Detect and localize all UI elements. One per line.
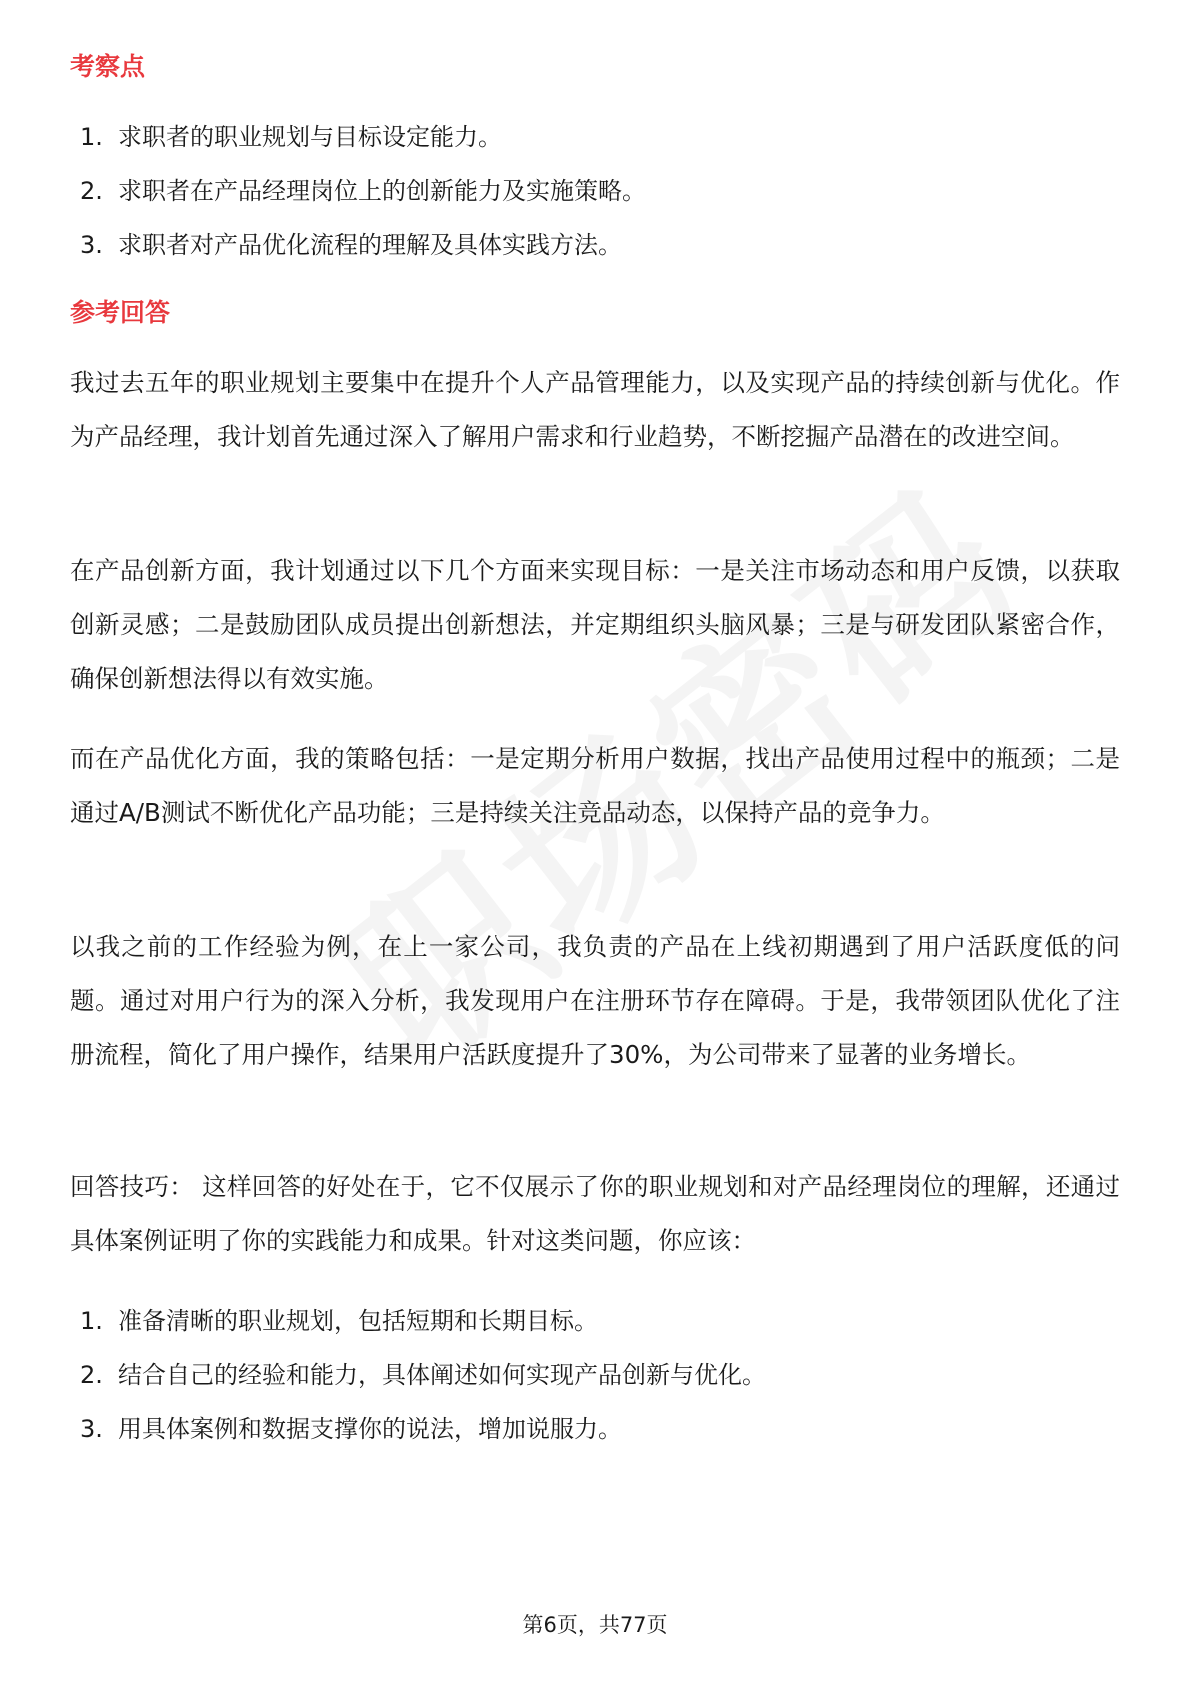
answer-tips-intro: 回答技巧： 这样回答的好处在于，它不仅展示了你的职业规划和对产品经理岗位的理解，还通过具体案例证明了你的实践能力和成果。针对这类问题，你应该： [70,1172,1120,1255]
list-text: 结合自己的经验和能力，具体阐述如何实现产品创新与优化。 [118,1361,766,1389]
answer-paragraph: 我过去五年的职业规划主要集中在提升个人产品管理能力，以及实现产品的持续创新与优化。作为产品经理，我计划首先通过深入了解用户需求和行业趋势，不断挖掘产品潜在的改进空间。 [70,368,1120,451]
list-item [80,1358,766,1412]
list-number: 2. [80,177,103,205]
exam-points-heading: 考察点 [70,52,146,81]
reference-answer-heading: 参考回答 [70,298,171,327]
list-text: 求职者对产品优化流程的理解及具体实践方法。 [118,231,622,259]
answer-paragraph: 而在产品优化方面，我的策略包括：一是定期分析用户数据，找出产品使用过程中的瓶颈；二是通过A/B测试不断优化产品功能；三是持续关注竞品动态，以保持产品的竞争力。 [70,744,1120,827]
list-item [80,174,646,228]
list-number: 3. [80,231,103,259]
list-item [80,1304,766,1358]
exam-points-list [80,120,646,282]
list-text: 用具体案例和数据支撑你的说法，增加说服力。 [118,1415,622,1443]
answer-tips-list [80,1304,766,1466]
list-number: 1. [80,1307,103,1335]
list-item [80,120,646,174]
list-item [80,228,646,282]
list-text: 求职者在产品经理岗位上的创新能力及实施策略。 [118,177,646,205]
list-number: 2. [80,1361,103,1389]
list-number: 3. [80,1415,103,1443]
list-item [80,1412,766,1466]
list-text: 准备清晰的职业规划，包括短期和长期目标。 [118,1307,598,1335]
page-footer: 第6页，共77页 [522,1613,668,1637]
list-number: 1. [80,123,103,151]
answer-paragraph: 在产品创新方面，我计划通过以下几个方面来实现目标：一是关注市场动态和用户反馈，以获取创新灵感；二是鼓励团队成员提出创新想法，并定期组织头脑风暴；三是与研发团队紧密合作，确保创新想法得以有效实施。 [70,556,1120,693]
answer-paragraph: 以我之前的工作经验为例，在上一家公司，我负责的产品在上线初期遇到了用户活跃度低的问题。通过对用户行为的深入分析，我发现用户在注册环节存在障碍。于是，我带领团队优化了注册流程，简化了用户操作，结果用户活跃度提升了30%，为公司带来了显著的业务增长。 [70,932,1120,1069]
list-text: 求职者的职业规划与目标设定能力。 [118,123,502,151]
